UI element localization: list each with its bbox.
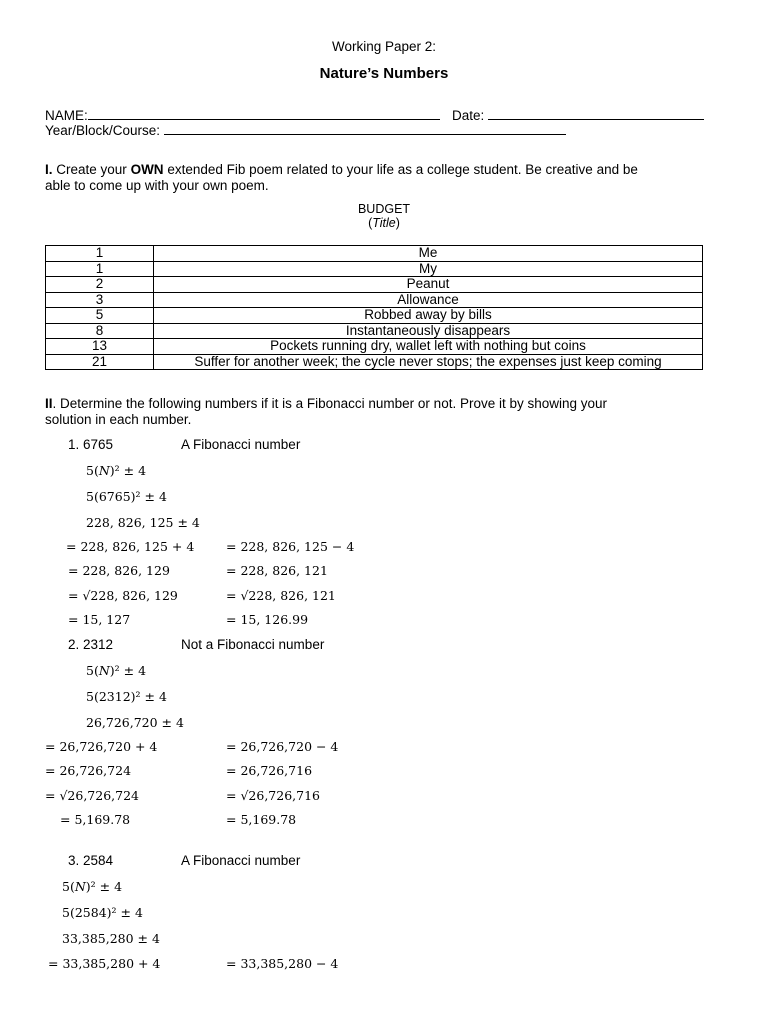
poem-line: Pockets running dry, wallet left with nothing but coins (154, 339, 703, 355)
formula-substituted: 5(2312)² ± 4 (86, 689, 167, 704)
plus-step: = √228, 826, 129 (68, 588, 178, 603)
item-number: 1. 6765 (68, 437, 114, 452)
poem-table (45, 245, 703, 370)
table-row (46, 354, 703, 370)
minus-step: = √26,726,716 (226, 788, 320, 803)
table-row (46, 339, 703, 355)
year-field[interactable] (45, 121, 566, 138)
table-row (46, 323, 703, 339)
minus-step: = 228, 826, 125 − 4 (226, 539, 355, 554)
part1-text-after: extended Fib poem related to your life as a college student. Be creative and be (163, 162, 638, 177)
year-label: Year/Block/Course: (45, 123, 161, 138)
part1-roman: I. (45, 162, 53, 177)
poem-line: Instantaneously disappears (154, 323, 703, 339)
syllable-count: 3 (46, 292, 154, 308)
plus-step: = 26,726,720 + 4 (45, 739, 158, 754)
poem-line: Peanut (154, 277, 703, 293)
poem-title: BUDGET (357, 202, 411, 216)
minus-step: = 26,726,716 (226, 763, 313, 778)
plus-step: = 228, 826, 129 (68, 563, 170, 578)
formula-substituted: 5(6765)² ± 4 (86, 489, 167, 504)
table-row (46, 277, 703, 293)
part1-text-before: Create your (52, 162, 131, 177)
minus-step: = 33,385,280 − 4 (226, 956, 339, 971)
table-row (46, 246, 703, 262)
minus-step: = 15, 126.99 (226, 612, 309, 627)
syllable-count: 1 (46, 246, 154, 262)
part2-text: . Determine the following numbers if it is a Fibonacci number or not. Prove it by showing your (52, 396, 608, 411)
caption-close: ) (395, 216, 400, 230)
table-row (46, 308, 703, 324)
part1-bold-word: OWN (130, 162, 164, 177)
plus-step: = 26,726,724 (45, 763, 132, 778)
part2-line2: solution in each number. (45, 412, 192, 427)
date-blank[interactable] (488, 106, 704, 120)
formula-general: 5(𝑁)² ± 4 (86, 463, 147, 478)
name-blank[interactable] (88, 106, 440, 120)
poem-line: Me (154, 246, 703, 262)
formula-general: 5(𝑁)² ± 4 (86, 663, 147, 678)
poem-line: Robbed away by bills (154, 308, 703, 324)
name-label: NAME: (45, 108, 88, 123)
syllable-count: 2 (46, 277, 154, 293)
item-number: 2. 2312 (68, 637, 114, 652)
poem-line: Suffer for another week; the cycle never stops; the expenses just keep coming (154, 354, 703, 370)
item-verdict: Not a Fibonacci number (181, 637, 325, 652)
formula-product: 228, 826, 125 ± 4 (86, 515, 200, 530)
syllable-count: 1 (46, 261, 154, 277)
plus-step: = 5,169.78 (60, 812, 131, 827)
minus-step: = 5,169.78 (226, 812, 297, 827)
syllable-count: 13 (46, 339, 154, 355)
plus-step: = 228, 826, 125 + 4 (66, 539, 195, 554)
item-number: 3. 2584 (68, 853, 114, 868)
part1-instruction (45, 162, 638, 177)
formula-general: 5(𝑁)² ± 4 (62, 879, 123, 894)
minus-step: = √228, 826, 121 (226, 588, 336, 603)
caption-word: Title (372, 216, 396, 230)
part2-instruction (45, 396, 607, 411)
page-title: Nature’s Numbers (319, 65, 449, 82)
date-label: Date: (452, 108, 485, 123)
plus-step: = 33,385,280 + 4 (48, 956, 161, 971)
poem-line: My (154, 261, 703, 277)
part2-roman: II (45, 396, 53, 411)
formula-product: 33,385,280 ± 4 (62, 931, 160, 946)
poem-title-caption (0, 216, 768, 230)
table-row (46, 292, 703, 308)
minus-step: = 26,726,720 − 4 (226, 739, 339, 754)
table-row (46, 261, 703, 277)
caption-open: ( (368, 216, 373, 230)
paper-label: Working Paper 2: (331, 39, 437, 54)
syllable-count: 5 (46, 308, 154, 324)
item-verdict: A Fibonacci number (181, 853, 301, 868)
plus-step: = √26,726,724 (45, 788, 139, 803)
minus-step: = 228, 826, 121 (226, 563, 328, 578)
part1-line2: able to come up with your own poem. (45, 178, 269, 193)
plus-step: = 15, 127 (68, 612, 131, 627)
syllable-count: 21 (46, 354, 154, 370)
item-verdict: A Fibonacci number (181, 437, 301, 452)
year-blank[interactable] (164, 121, 566, 135)
syllable-count: 8 (46, 323, 154, 339)
poem-line: Allowance (154, 292, 703, 308)
formula-substituted: 5(2584)² ± 4 (62, 905, 143, 920)
formula-product: 26,726,720 ± 4 (86, 715, 184, 730)
